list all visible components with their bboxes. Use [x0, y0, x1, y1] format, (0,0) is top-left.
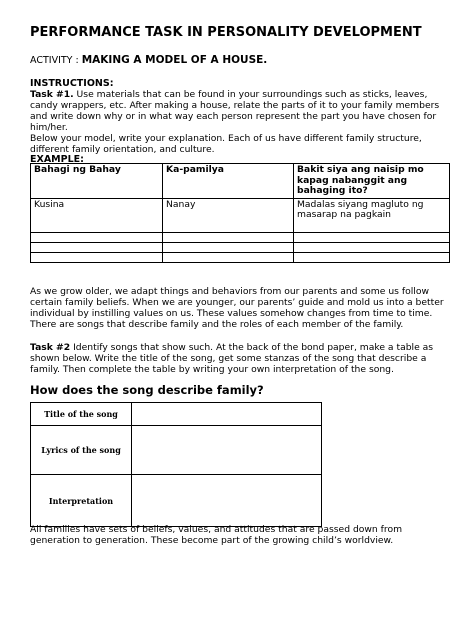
song-lyrics-label: Lyrics of the song — [31, 426, 132, 475]
cell-kusina: Kusina — [31, 198, 163, 232]
activity-label: ACTIVITY : — [30, 55, 82, 66]
below-model-paragraph: Below your model, write your explanation. Each of us have different family structure, different family orientation, and culture. — [30, 133, 422, 155]
grow-older-paragraph: As we grow older, we adapt things and behaviors from our parents and some us follow certain family beliefs. When we are younger, our parents’ guide and mold us into a better individual by instilling values on us. These values somehow changes from time to time. There are songs that describe family and the roles of each member of the family. — [30, 286, 444, 330]
example-heading: EXAMPLE: — [30, 154, 84, 165]
cell-nanay: Nanay — [163, 198, 294, 232]
song-lyrics-cell — [132, 426, 322, 475]
example-table-row — [31, 198, 450, 232]
song-table — [30, 402, 322, 527]
song-table-row — [31, 403, 322, 426]
header-bahagi: Bahagi ng Bahay — [31, 164, 163, 199]
task1-paragraph — [30, 89, 450, 133]
song-interpretation-label: Interpretation — [31, 475, 132, 527]
example-table-header-row — [31, 164, 450, 199]
task2-text: Identify songs that show such. At the back of the bond paper, make a table as shown below. Write the title of the song, get some stanzas of the song that describe a family. Then complete the table by writing your own interpretation of the song. — [30, 342, 434, 375]
song-interpretation-cell — [132, 475, 322, 527]
example-table-blank-row — [31, 252, 450, 262]
cell-reason: Madalas siyang magluto ng masarap na pagkain — [294, 198, 450, 232]
task1-text: Use materials that can be found in your surroundings such as sticks, leaves, candy wrappers, etc. After making a house, relate the parts of it to your family members and write down why or in what way each person represent the part you have chosen for him/her. — [30, 89, 440, 133]
example-table-blank-row — [31, 242, 450, 252]
families-paragraph: All families have sets of beliefs, values, and attitudes that are passed down from generation to generation. These become part of the growing child’s worldview. — [30, 524, 403, 546]
song-table-row — [31, 426, 322, 475]
task2-paragraph — [30, 342, 450, 375]
song-table-row — [31, 475, 322, 527]
song-title-cell — [132, 403, 322, 426]
task1-label: Task #1. — [30, 89, 74, 100]
example-table-blank-row — [31, 232, 450, 242]
document-title: PERFORMANCE TASK IN PERSONALITY DEVELOPMENT — [30, 25, 422, 40]
song-heading: How does the song describe family? — [30, 383, 264, 397]
instructions-heading: INSTRUCTIONS: — [30, 78, 114, 89]
activity-line — [30, 54, 267, 66]
header-bakit: Bakit siya ang naisip mo kapag nabanggit ang bahaging ito? — [294, 164, 450, 199]
header-kapamilya: Ka-pamilya — [163, 164, 294, 199]
task2-label: Task #2 — [30, 342, 71, 353]
example-table — [30, 163, 450, 263]
song-title-label: Title of the song — [31, 403, 132, 426]
activity-name: MAKING A MODEL OF A HOUSE. — [81, 54, 268, 66]
